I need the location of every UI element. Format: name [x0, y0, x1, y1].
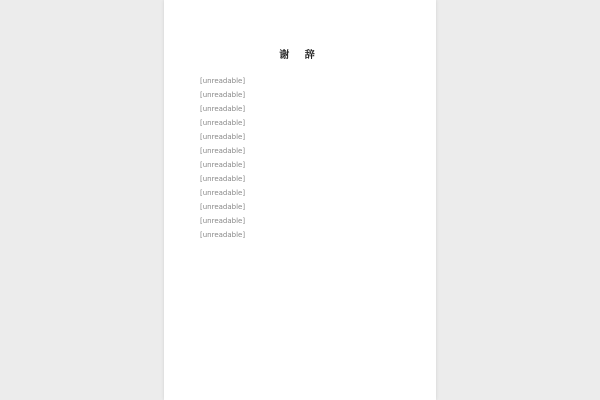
paragraph: [unreadable] [200, 217, 246, 225]
document-page [164, 0, 436, 400]
page-title: 谢 辞 [279, 50, 321, 61]
paragraph: [unreadable] [200, 91, 246, 99]
paragraph: [unreadable] [200, 147, 246, 155]
paragraph: [unreadable] [200, 105, 246, 113]
paragraph: [unreadable] [200, 119, 246, 127]
paragraph: [unreadable] [200, 203, 246, 211]
paragraph: [unreadable] [200, 231, 246, 239]
body-text [186, 75, 414, 241]
paragraph: [unreadable] [200, 161, 246, 169]
paragraph: [unreadable] [200, 77, 246, 85]
paragraph: [unreadable] [200, 133, 246, 141]
paragraph: [unreadable] [200, 175, 246, 183]
paragraph: [unreadable] [200, 189, 246, 197]
